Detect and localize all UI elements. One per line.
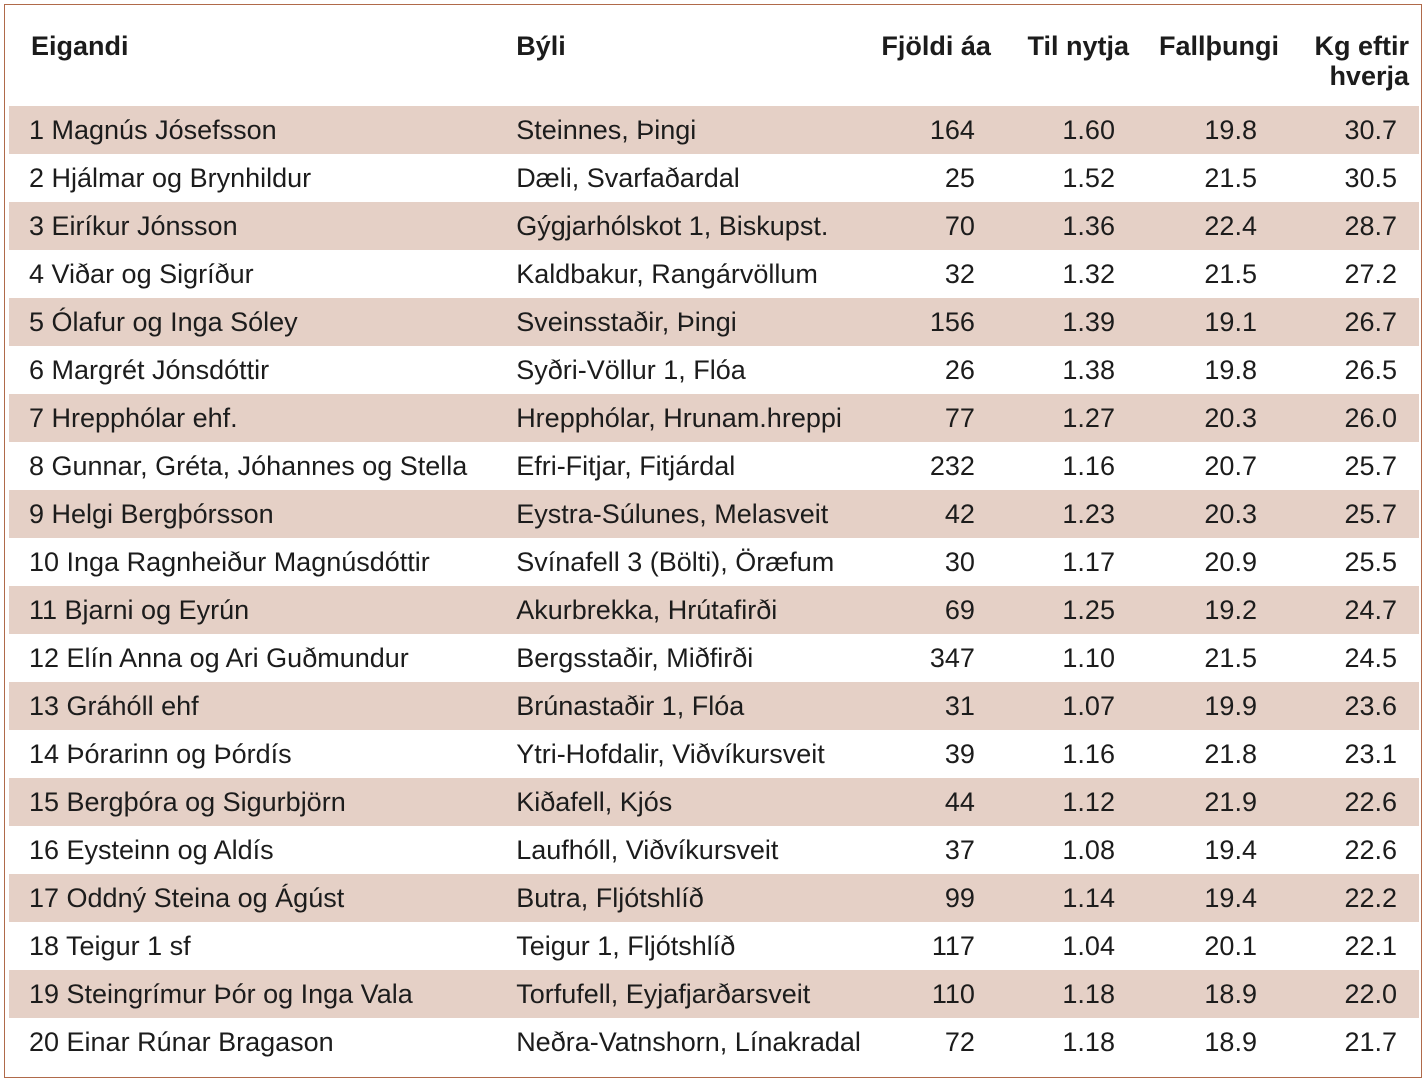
cell-ewes: 44 bbox=[881, 778, 993, 826]
table-row bbox=[9, 298, 1419, 346]
table-row bbox=[9, 1018, 1419, 1066]
cell-kg-per-ewe: 25.7 bbox=[1279, 490, 1419, 538]
cell-in-use: 1.32 bbox=[1062, 259, 1115, 289]
table-row bbox=[9, 970, 1419, 1018]
cell-kg-per-ewe: 25.7 bbox=[1344, 451, 1397, 481]
header-owner: Eigandi bbox=[31, 31, 129, 61]
header-kg-per-ewe bbox=[1279, 9, 1419, 106]
cell-farm: Brúnastaðir 1, Flóa bbox=[516, 682, 881, 730]
cell-in-use: 1.38 bbox=[1062, 355, 1115, 385]
cell-ewes: 32 bbox=[944, 259, 975, 289]
cell-farm: Svínafell 3 (Bölti), Öræfum bbox=[516, 547, 835, 577]
table-row bbox=[9, 586, 1419, 634]
cell-farm: Dæli, Svarfaðardal bbox=[516, 163, 740, 193]
cell-farm: Sveinsstaðir, Þingi bbox=[516, 298, 881, 346]
cell-kg-per-ewe: 30.7 bbox=[1279, 106, 1419, 154]
cell-ewes: 26 bbox=[944, 355, 975, 385]
cell-in-use: 1.18 bbox=[993, 970, 1137, 1018]
cell-in-use: 1.12 bbox=[993, 778, 1137, 826]
cell-in-use: 1.36 bbox=[993, 202, 1137, 250]
cell-farm: Torfufell, Eyjafjarðarsveit bbox=[516, 970, 881, 1018]
cell-owner: 13 Gráhóll ehf bbox=[9, 682, 516, 730]
cell-carcass-weight: 20.7 bbox=[1204, 451, 1257, 481]
cell-carcass-weight: 19.4 bbox=[1137, 874, 1279, 922]
cell-ewes: 70 bbox=[881, 202, 993, 250]
cell-kg-per-ewe: 30.5 bbox=[1344, 163, 1397, 193]
cell-in-use: 1.04 bbox=[1062, 931, 1115, 961]
table-row bbox=[9, 250, 1419, 298]
cell-owner: 9 Helgi Bergþórsson bbox=[9, 490, 516, 538]
cell-owner: 15 Bergþóra og Sigurbjörn bbox=[9, 778, 516, 826]
cell-owner: 19 Steingrímur Þór og Inga Vala bbox=[9, 970, 516, 1018]
header-farm: Býli bbox=[516, 31, 566, 61]
cell-owner: 17 Oddný Steina og Ágúst bbox=[9, 874, 516, 922]
cell-in-use: 1.52 bbox=[1062, 163, 1115, 193]
cell-farm: Kaldbakur, Rangárvöllum bbox=[516, 259, 818, 289]
cell-owner: 2 Hjálmar og Brynhildur bbox=[29, 163, 312, 193]
header-kg-line1: Kg eftir bbox=[1314, 31, 1409, 61]
cell-kg-per-ewe: 27.2 bbox=[1344, 259, 1397, 289]
cell-kg-per-ewe: 22.0 bbox=[1279, 970, 1419, 1018]
cell-owner: 20 Einar Rúnar Bragason bbox=[29, 1027, 334, 1057]
table-row bbox=[9, 442, 1419, 490]
cell-owner: 14 Þórarinn og Þórdís bbox=[29, 739, 292, 769]
table-row bbox=[9, 394, 1419, 442]
cell-owner: 1 Magnús Jósefsson bbox=[9, 106, 516, 154]
cell-kg-per-ewe: 22.6 bbox=[1344, 835, 1397, 865]
cell-carcass-weight: 21.5 bbox=[1204, 259, 1257, 289]
cell-ewes: 232 bbox=[929, 451, 975, 481]
cell-kg-per-ewe: 21.7 bbox=[1344, 1027, 1397, 1057]
cell-farm: Steinnes, Þingi bbox=[516, 106, 881, 154]
cell-kg-per-ewe: 24.7 bbox=[1279, 586, 1419, 634]
cell-kg-per-ewe: 26.0 bbox=[1279, 394, 1419, 442]
table-row bbox=[9, 778, 1419, 826]
cell-carcass-weight: 19.4 bbox=[1204, 835, 1257, 865]
cell-owner: 5 Ólafur og Inga Sóley bbox=[9, 298, 516, 346]
table-frame bbox=[4, 4, 1422, 1078]
cell-ewes: 77 bbox=[881, 394, 993, 442]
cell-farm: Syðri-Völlur 1, Flóa bbox=[516, 355, 746, 385]
cell-farm: Efri-Fitjar, Fitjárdal bbox=[516, 451, 736, 481]
cell-farm: Neðra-Vatnshorn, Línakradal bbox=[516, 1027, 861, 1057]
cell-carcass-weight: 19.8 bbox=[1137, 106, 1279, 154]
cell-in-use: 1.39 bbox=[993, 298, 1137, 346]
table-row bbox=[9, 346, 1419, 394]
cell-in-use: 1.16 bbox=[1062, 739, 1115, 769]
cell-carcass-weight: 18.9 bbox=[1204, 1027, 1257, 1057]
cell-owner: 12 Elín Anna og Ari Guðmundur bbox=[29, 643, 409, 673]
cell-in-use: 1.10 bbox=[1062, 643, 1115, 673]
cell-in-use: 1.16 bbox=[1062, 451, 1115, 481]
cell-kg-per-ewe: 23.1 bbox=[1344, 739, 1397, 769]
cell-owner: 6 Margrét Jónsdóttir bbox=[29, 355, 270, 385]
cell-in-use: 1.23 bbox=[993, 490, 1137, 538]
cell-farm: Eystra-Súlunes, Melasveit bbox=[516, 490, 881, 538]
cell-in-use: 1.07 bbox=[993, 682, 1137, 730]
table-body bbox=[9, 106, 1419, 1066]
cell-carcass-weight: 22.4 bbox=[1137, 202, 1279, 250]
cell-kg-per-ewe: 26.7 bbox=[1279, 298, 1419, 346]
cell-farm: Laufhóll, Viðvíkursveit bbox=[516, 835, 779, 865]
table-row bbox=[9, 922, 1419, 970]
cell-carcass-weight: 19.9 bbox=[1137, 682, 1279, 730]
cell-in-use: 1.08 bbox=[1062, 835, 1115, 865]
cell-kg-per-ewe: 23.6 bbox=[1279, 682, 1419, 730]
cell-in-use: 1.18 bbox=[1062, 1027, 1115, 1057]
table-row bbox=[9, 634, 1419, 682]
cell-farm: Teigur 1, Fljótshlíð bbox=[516, 931, 736, 961]
table-row bbox=[9, 202, 1419, 250]
table-row bbox=[9, 154, 1419, 202]
cell-owner: 11 Bjarni og Eyrún bbox=[9, 586, 516, 634]
cell-ewes: 42 bbox=[881, 490, 993, 538]
cell-farm: Butra, Fljótshlíð bbox=[516, 874, 881, 922]
cell-ewes: 99 bbox=[881, 874, 993, 922]
header-kg-line2: hverja bbox=[1329, 61, 1409, 91]
cell-owner: 3 Eiríkur Jónsson bbox=[9, 202, 516, 250]
cell-in-use: 1.60 bbox=[993, 106, 1137, 154]
cell-farm: Akurbrekka, Hrútafirði bbox=[516, 586, 881, 634]
ewe-ranking-table bbox=[9, 9, 1419, 1066]
cell-ewes: 25 bbox=[944, 163, 975, 193]
header-carcass-weight: Fallþungi bbox=[1158, 31, 1279, 61]
cell-carcass-weight: 19.2 bbox=[1137, 586, 1279, 634]
cell-farm: Kiðafell, Kjós bbox=[516, 778, 881, 826]
cell-kg-per-ewe: 22.6 bbox=[1279, 778, 1419, 826]
cell-owner: 4 Viðar og Sigríður bbox=[29, 259, 254, 289]
table-row bbox=[9, 490, 1419, 538]
cell-farm: Bergsstaðir, Miðfirði bbox=[516, 643, 754, 673]
cell-carcass-weight: 21.8 bbox=[1204, 739, 1257, 769]
cell-ewes: 164 bbox=[881, 106, 993, 154]
cell-ewes: 110 bbox=[881, 970, 993, 1018]
cell-kg-per-ewe: 25.5 bbox=[1344, 547, 1397, 577]
cell-owner: 10 Inga Ragnheiður Magnúsdóttir bbox=[29, 547, 430, 577]
cell-ewes: 37 bbox=[944, 835, 975, 865]
table-row bbox=[9, 826, 1419, 874]
cell-carcass-weight: 19.1 bbox=[1137, 298, 1279, 346]
cell-ewes: 117 bbox=[931, 931, 975, 961]
cell-carcass-weight: 20.3 bbox=[1137, 394, 1279, 442]
cell-ewes: 72 bbox=[944, 1027, 975, 1057]
cell-in-use: 1.17 bbox=[1062, 547, 1115, 577]
cell-in-use: 1.27 bbox=[993, 394, 1137, 442]
cell-carcass-weight: 18.9 bbox=[1137, 970, 1279, 1018]
cell-carcass-weight: 20.3 bbox=[1137, 490, 1279, 538]
cell-in-use: 1.14 bbox=[993, 874, 1137, 922]
cell-carcass-weight: 21.5 bbox=[1204, 643, 1257, 673]
cell-carcass-weight: 21.9 bbox=[1137, 778, 1279, 826]
cell-farm: Hrepphólar, Hrunam.hreppi bbox=[516, 394, 881, 442]
cell-farm: Gýgjarhólskot 1, Biskupst. bbox=[516, 202, 881, 250]
cell-owner: 18 Teigur 1 sf bbox=[29, 931, 191, 961]
cell-ewes: 39 bbox=[944, 739, 975, 769]
cell-owner: 8 Gunnar, Gréta, Jóhannes og Stella bbox=[29, 451, 468, 481]
cell-kg-per-ewe: 28.7 bbox=[1279, 202, 1419, 250]
table-row bbox=[9, 538, 1419, 586]
table-row bbox=[9, 106, 1419, 154]
cell-farm: Ytri-Hofdalir, Viðvíkursveit bbox=[516, 739, 825, 769]
table-header bbox=[9, 9, 1419, 106]
table-row bbox=[9, 730, 1419, 778]
cell-carcass-weight: 21.5 bbox=[1204, 163, 1257, 193]
table-row bbox=[9, 682, 1419, 730]
cell-kg-per-ewe: 26.5 bbox=[1344, 355, 1397, 385]
header-row bbox=[9, 9, 1419, 106]
cell-kg-per-ewe: 22.2 bbox=[1279, 874, 1419, 922]
cell-carcass-weight: 20.1 bbox=[1204, 931, 1257, 961]
table-row bbox=[9, 874, 1419, 922]
cell-kg-per-ewe: 24.5 bbox=[1344, 643, 1397, 673]
cell-kg-per-ewe: 22.1 bbox=[1344, 931, 1397, 961]
cell-owner: 16 Eysteinn og Aldís bbox=[29, 835, 274, 865]
cell-carcass-weight: 19.8 bbox=[1204, 355, 1257, 385]
cell-ewes: 156 bbox=[881, 298, 993, 346]
cell-ewes: 31 bbox=[881, 682, 993, 730]
cell-ewes: 347 bbox=[929, 643, 975, 673]
cell-owner: 7 Hrepphólar ehf. bbox=[9, 394, 516, 442]
header-in-use: Til nytja bbox=[1027, 31, 1129, 61]
cell-carcass-weight: 20.9 bbox=[1204, 547, 1257, 577]
cell-in-use: 1.25 bbox=[993, 586, 1137, 634]
cell-ewes: 69 bbox=[881, 586, 993, 634]
cell-ewes: 30 bbox=[944, 547, 975, 577]
header-ewes: Fjöldi áa bbox=[881, 31, 991, 61]
